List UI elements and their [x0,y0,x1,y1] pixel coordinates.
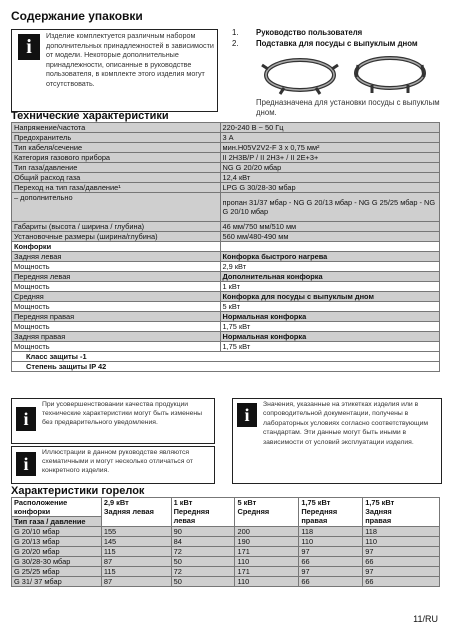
spec-table [11,122,440,372]
list-number: 2. [232,39,239,48]
table-cell: 87 [101,577,171,587]
table-cell: 72 [171,567,235,577]
spec-value: 2,9 кВт [220,262,440,272]
note-text-label-values: Значения, указанные на этикетках изделия или в сопроводительной документации, получены в лабораторных условиях согласно соответствующим стандартам. Эти данные могут быть иными в зависимости от условий эксплуатации изделия. [263,401,429,446]
spec-value: Нормальная конфорка [220,332,440,342]
table-cell: 110 [235,577,299,587]
info-icon: i [16,407,36,431]
note-box-label-values [232,398,442,484]
note-box-specs-change [11,398,215,444]
spec-label: Габариты (высота / ширина / глубина) [12,222,221,232]
table-cell: 190 [235,537,299,547]
spec-label: Мощность [12,302,221,312]
table-row [12,242,440,252]
table-row [12,183,440,193]
spec-value: 3 А [220,133,440,143]
column-header: 2,9 кВт Задняя левая [101,498,171,527]
spec-label: Передняя правая [12,312,221,322]
table-cell: 87 [101,557,171,567]
spec-protection-class: Класс защиты -1 [12,352,440,362]
table-cell: G 25/25 мбар [12,567,102,577]
table-cell: 110 [363,537,440,547]
wok-support-illustration [258,53,438,97]
spec-label: Общий расход газа [12,173,221,183]
table-cell: 155 [101,527,171,537]
list-item-wok-support: Подставка для посуды с выпуклым дном [256,39,418,48]
table-row [12,332,440,342]
section-title-burners: Характеристики горелок [11,485,145,497]
table-row [12,292,440,302]
table-row [12,173,440,183]
table-cell: 84 [171,537,235,547]
table-cell: 66 [299,577,363,587]
note-box-illustrations [11,446,215,484]
table-cell: G 30/28-30 мбар [12,557,102,567]
table-row [12,302,440,312]
table-cell: G 20/10 мбар [12,527,102,537]
table-row [12,342,440,352]
spec-value: LPG G 30/28-30 мбар [220,183,440,193]
spec-label: Средняя [12,292,221,302]
table-row [12,547,440,557]
list-number: 1. [232,28,239,37]
table-cell: 50 [171,577,235,587]
table-row [12,312,440,322]
spec-value: Конфорка для посуды с выпуклым дном [220,292,440,302]
table-row [12,567,440,577]
spec-value: Конфорка быстрого нагрева [220,252,440,262]
table-cell: 200 [235,527,299,537]
table-row [12,322,440,332]
spec-value: 1 кВт [220,282,440,292]
wok-support-ring-right [356,58,424,93]
spec-label: Задняя левая [12,252,221,262]
section-title-package: Содержание упаковки [11,9,143,23]
table-cell: G 31/ 37 мбар [12,577,102,587]
column-header: 5 кВт Средняя [235,498,299,527]
table-cell: 110 [299,537,363,547]
table-row [12,163,440,173]
spec-value: 5 кВт [220,302,440,312]
table-row [12,577,440,587]
table-row [12,557,440,567]
wok-support-note: Предназначена для установки посуды с выпуклым дном. [256,98,440,117]
spec-label: Мощность [12,342,221,352]
table-row [12,362,440,372]
spec-value: мин.H05V2V2-F 3 x 0,75 мм² [220,143,440,153]
spec-value: Нормальная конфорка [220,312,440,322]
table-row [12,143,440,153]
spec-label: Задняя правая [12,332,221,342]
table-header-row [12,498,440,517]
column-header: 1,75 кВт Задняя правая [363,498,440,527]
table-row [12,537,440,547]
table-cell: 66 [299,557,363,567]
spec-label: Мощность [12,282,221,292]
table-row [12,272,440,282]
table-cell: 110 [235,557,299,567]
spec-value: пропан 31/37 мбар - NG G 20/13 мбар - NG G 25/25 мбар - NG G 20/10 мбар [220,193,440,222]
table-row [12,153,440,163]
spec-value: II 2H3B/P / II 2H3+ / II 2E+3+ [220,153,440,163]
page-number: 11/RU [413,614,438,624]
spec-label: Напряжение/частота [12,123,221,133]
table-row [12,123,440,133]
table-cell: G 20/13 мбар [12,537,102,547]
table-row [12,352,440,362]
spec-label: Мощность [12,322,221,332]
info-icon: i [237,403,257,427]
table-cell: 171 [235,567,299,577]
table-cell: 90 [171,527,235,537]
spec-label: Тип газа/давление [12,163,221,173]
spec-value: 1,75 кВт [220,322,440,332]
spec-value: Дополнительная конфорка [220,272,440,282]
spec-value [220,242,440,252]
spec-ip-rating: Степень защиты IP 42 [12,362,440,372]
table-cell: G 20/20 мбар [12,547,102,557]
burner-table [11,497,440,587]
spec-value: 12,4 кВт [220,173,440,183]
column-header: 1 кВт Передняя левая [171,498,235,527]
column-header: Расположение конфорки [12,498,102,517]
spec-value: 220-240 В ~ 50 Гц [220,123,440,133]
table-cell: 145 [101,537,171,547]
table-cell: 118 [299,527,363,537]
table-cell: 66 [363,577,440,587]
column-header: 1,75 кВт Передняя правая [299,498,363,527]
spec-label: Передняя левая [12,272,221,282]
table-cell: 66 [363,557,440,567]
table-cell: 97 [363,547,440,557]
spec-value: NG G 20/20 мбар [220,163,440,173]
spec-heading: Конфорки [12,242,221,252]
table-row [12,282,440,292]
table-row [12,222,440,232]
info-icon: i [18,34,40,60]
info-icon: i [16,452,36,476]
table-cell: 115 [101,567,171,577]
table-cell: 171 [235,547,299,557]
table-row [12,133,440,143]
table-cell: 97 [299,547,363,557]
table-cell: 115 [101,547,171,557]
spec-value: 1,75 кВт [220,342,440,352]
info-box-accessories [11,29,218,112]
note-text-specs-change: При усовершенствовании качества продукции технические характеристики могут быть изменены без предварительного уведомления. [42,401,203,426]
note-text-illustrations: Иллюстрации в данном руководстве являются схематичными и могут несколько отличаться от конкретного изделия. [42,449,194,474]
table-cell: 72 [171,547,235,557]
spec-label: Категория газового прибора [12,153,221,163]
spec-label: Установочные размеры (ширина/глубина) [12,232,221,242]
spec-label: – дополнительно [12,193,221,222]
table-row [12,252,440,262]
info-text-accessories: Изделие комплектуется различным набором дополнительных принадлежностей в зависимости от модели. Некоторые дополнительные принадлежности, описанные в руководстве пользователя, в комплекте этого изделия могут отсутствовать. [46,31,214,88]
table-row [12,527,440,537]
wok-support-ring-left [262,60,338,94]
table-row [12,262,440,272]
spec-label: Мощность [12,262,221,272]
spec-label: Предохранитель [12,133,221,143]
table-row [12,193,440,222]
table-cell: 97 [299,567,363,577]
list-item-manual: Руководство пользователя [256,28,363,37]
spec-label: Тип кабеля/сечение [12,143,221,153]
table-cell: 97 [363,567,440,577]
column-header-gas-type: Тип газа / давление [12,517,102,527]
table-row [12,232,440,242]
spec-value: 46 мм/750 мм/510 мм [220,222,440,232]
spec-label: Переход на тип газа/давление¹ [12,183,221,193]
table-cell: 50 [171,557,235,567]
spec-value: 560 мм/480-490 мм [220,232,440,242]
section-title-specs: Технические характеристики [11,110,169,122]
table-cell: 118 [363,527,440,537]
